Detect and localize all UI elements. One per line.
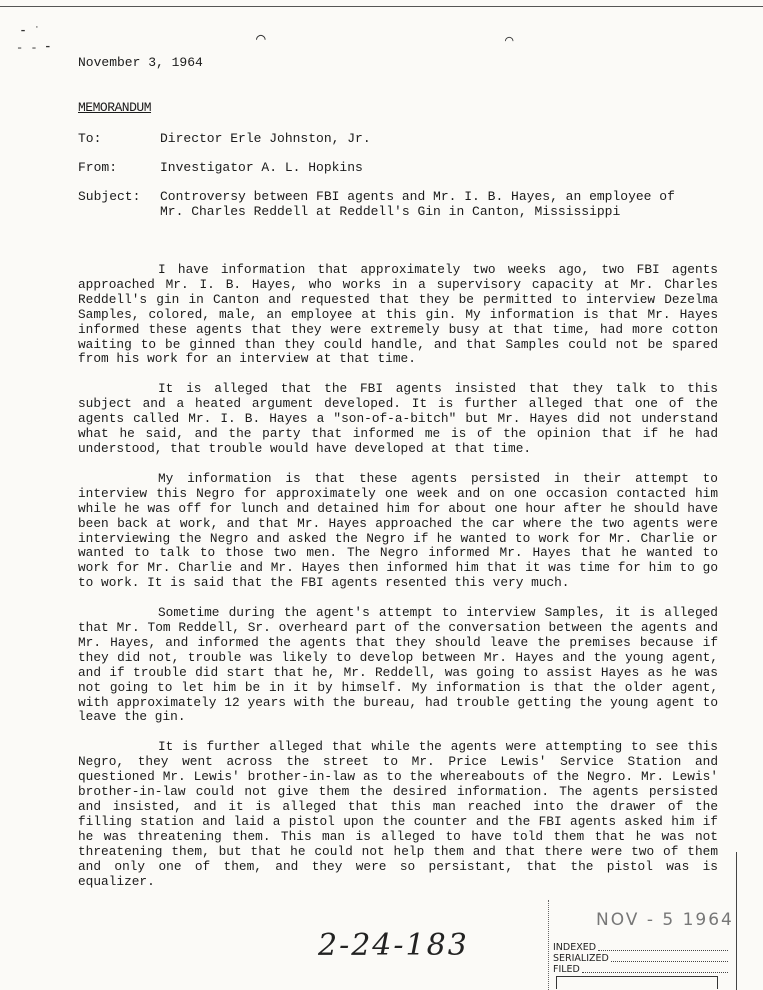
memo-date: November 3, 1964 [78, 55, 203, 70]
subject-label: Subject: [78, 189, 141, 204]
scan-mark: ⌒ [505, 33, 514, 49]
top-border-rule [0, 6, 763, 7]
scan-mark: ⌒ [256, 30, 266, 48]
stamp-serialized: SERIALIZED [553, 953, 609, 964]
body-paragraph: It is alleged that the FBI agents insisted that they talk to this subject and a heated argument developed. It is further alleged that one of the agents called Mr. I. B. Hayes a "son-of-a-bitch" but Mr. Hayes did not understand what he said, and the party that informed me is of the opinion that if he had understood, that trouble would have developed at that time. [78, 381, 718, 456]
stamp-filed-line [553, 964, 728, 975]
scan-mark: - ‐ ⁃ [16, 41, 51, 55]
stamp-filed: FILED [553, 964, 580, 975]
file-stamp [553, 942, 728, 975]
from-label: From: [78, 160, 118, 175]
memo-heading: MEMORANDUM [78, 100, 152, 115]
stamp-serialized-line [553, 953, 728, 964]
stamp-box [556, 976, 718, 989]
body-paragraph: My information is that these agents persisted in their attempt to interview this Negro for approximately one week and on one occasion contacted him while he was off for lunch and detained him for about one hour after he should have been back at work, and that Mr. Hayes approached the car where the two agents were interviewing the Negro and asked the Negro if he wanted to work for Mr. Charlie or wanted to talk to those two men. The Negro informed Mr. Hayes that he wanted to work for Mr. Charlie and Mr. Hayes then informed him that it was time for him to go to work. It is said that the FBI agents resented this very much. [78, 470, 718, 591]
to-label: To: [78, 131, 102, 146]
body-paragraph: It is further alleged that while the agents were attempting to see this Negro, they went across the street to Mr. Price Lewis' Service Station and questioned Mr. Lewis' brother-in-law as to the whereabouts of the Negro. Mr. Lewis' brother-in-law could not give them the desired information. The agents persisted and insisted, and it is alleged that this man reached into the drawer of the filling station and laid a pistol upon the counter and the FBI agents asked him if he was threatening them. This man is alleged to have told them that he was not threatening them, but that he could not help them and that there were two of them and only one of them, and they were so persistant, that the pistol was is equalizer. [78, 739, 718, 889]
scan-mark: ⁃ ˙ [20, 25, 41, 39]
body-paragraph: I have information that approximately two weeks ago, two FBI agents approached Mr. I. B. Hayes, who works in a supervisory capacity at Mr. Charles Reddell's gin in Canton and requested that they be permitted to interview Dezelma Samples, colored, male, an employee at this gin. My information is that Mr. Hayes informed these agents that they were extremely busy at that time, had more cotton waiting to be ginned than they could handle, and that Samples could not be spared from his work for an interview at that time. [78, 262, 718, 367]
handwritten-file-number: 2-24-183 [318, 928, 469, 963]
stamp-border [736, 852, 737, 990]
stamp-indexed: INDEXED [553, 942, 597, 953]
received-stamp-date: NOV - 5 1964 [596, 910, 734, 930]
stamp-indexed-line [553, 942, 728, 953]
from-value: Investigator A. L. Hopkins [160, 160, 363, 175]
subject-value: Controversy between FBI agents and Mr. I. B. Hayes, an employee of Mr. Charles Reddell at Reddell's Gin in Canton, Mississippi [160, 189, 675, 219]
stamp-border [548, 900, 549, 990]
body-paragraph: Sometime during the agent's attempt to interview Samples, it is alleged that Mr. Tom Reddell, Sr. overheard part of the conversation between the agents and Mr. Hayes, and informed the agents that they should leave the premises because if they did not, trouble was likely to develop between Mr. Hayes and the young agent, and if trouble did start that he, Mr. Reddell, was going to assist Hayes as he was not going to let him be in it by himself. My information is that the older agent, with approximately 12 years with the bureau, had trouble getting the young agent to leave the gin. [78, 605, 718, 725]
memo-body [78, 263, 718, 889]
to-value: Director Erle Johnston, Jr. [160, 131, 371, 146]
